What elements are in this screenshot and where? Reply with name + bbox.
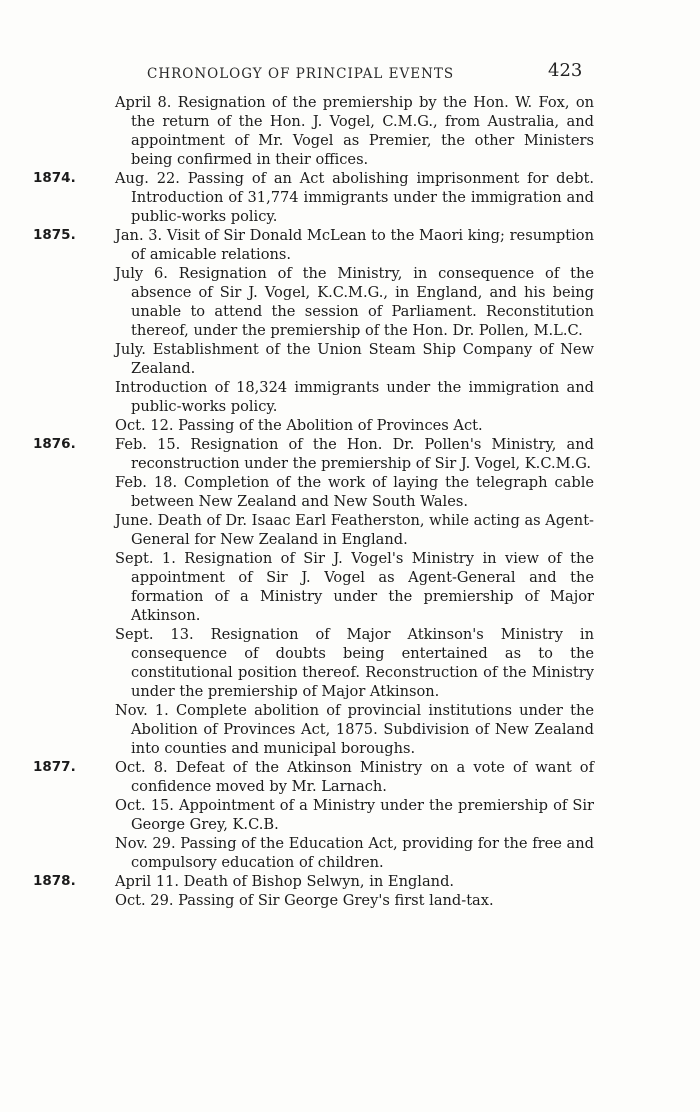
entry-text: July. Establishment of the Union Steam Ship Company of New Zealand. bbox=[115, 341, 594, 377]
entry-1876-june bbox=[115, 511, 594, 549]
entry-text: Sept. 13. Resignation of Major Atkinson's Ministry in consequence of doubts being entertained as to the constitutional position thereof. Reconstruction of the Ministry under the premiership of Major Atkinson. bbox=[115, 626, 594, 700]
entry-year: 1878. bbox=[33, 873, 76, 889]
entry-1875-immigrants bbox=[115, 378, 594, 416]
entry-text: Nov. 29. Passing of the Education Act, providing for the free and compulsory education of children. bbox=[115, 835, 594, 871]
entry-1878-oct-29 bbox=[115, 891, 594, 910]
entry-year: 1874. bbox=[33, 170, 76, 186]
entry-text: Aug. 22. Passing of an Act abolishing imprisonment for debt. Introduction of 31,774 immigrants under the immigration and public-works policy. bbox=[115, 170, 594, 225]
page-number: 423 bbox=[548, 60, 583, 81]
entry-text: Jan. 3. Visit of Sir Donald McLean to the Maori king; resumption of amicable relations. bbox=[115, 227, 594, 263]
entry-1875-oct-12 bbox=[115, 416, 594, 435]
entry-1875-july-6 bbox=[115, 264, 594, 340]
entry-1876-feb-15 bbox=[33, 435, 594, 473]
entry-1877-oct-8 bbox=[33, 758, 594, 796]
entry-year: 1876. bbox=[33, 436, 76, 452]
entry-text: Nov. 1. Complete abolition of provincial institutions under the Abolition of Provinces Act, 1875. Subdivision of New Zealand into counties and municipal boroughs. bbox=[115, 702, 594, 757]
entry-text: Oct. 29. Passing of Sir George Grey's first land-tax. bbox=[115, 892, 494, 909]
entry-1874-april-8 bbox=[115, 93, 594, 169]
entry-text: Oct. 12. Passing of the Abolition of Provinces Act. bbox=[115, 417, 483, 434]
entry-1876-nov-1 bbox=[115, 701, 594, 758]
entry-year: 1875. bbox=[33, 227, 76, 243]
entry-text: Oct. 15. Appointment of a Ministry under the premiership of Sir George Grey, K.C.B. bbox=[115, 797, 594, 833]
chronology-entries bbox=[0, 93, 700, 910]
entry-1877-nov-29 bbox=[115, 834, 594, 872]
entry-1878-april-11 bbox=[33, 872, 594, 891]
entry-1876-feb-18 bbox=[115, 473, 594, 511]
entry-text: April 11. Death of Bishop Selwyn, in England. bbox=[115, 873, 455, 890]
entry-text: July 6. Resignation of the Ministry, in consequence of the absence of Sir J. Vogel, K.C.M.G., in England, and his being unable to attend the session of Parliament. Reconstitution thereof, under the premiership of the Hon. Dr. Pollen, M.L.C. bbox=[115, 265, 594, 339]
entry-1877-oct-15 bbox=[115, 796, 594, 834]
entry-1875-july bbox=[115, 340, 594, 378]
entry-year: 1877. bbox=[33, 759, 76, 775]
entry-text: Feb. 18. Completion of the work of laying the telegraph cable between New Zealand and New South Wales. bbox=[115, 474, 594, 510]
entry-text: June. Death of Dr. Isaac Earl Featherston, while acting as Agent-General for New Zealand in England. bbox=[115, 512, 594, 548]
entry-text: Feb. 15. Resignation of the Hon. Dr. Pollen's Ministry, and reconstruction under the premiership of Sir J. Vogel, K.C.M.G. bbox=[115, 436, 594, 472]
entry-text: Oct. 8. Defeat of the Atkinson Ministry on a vote of want of confidence moved by Mr. Larnach. bbox=[115, 759, 594, 795]
entry-1876-sept-13 bbox=[115, 625, 594, 701]
entry-text: Sept. 1. Resignation of Sir J. Vogel's Ministry in view of the appointment of Sir J. Vogel as Agent-General and the formation of a Ministry under the premiership of Major Atkinson. bbox=[115, 550, 594, 624]
running-title: CHRONOLOGY OF PRINCIPAL EVENTS bbox=[147, 66, 455, 82]
entry-1876-sept-1 bbox=[115, 549, 594, 625]
entry-1874-aug-22 bbox=[33, 169, 594, 226]
entry-1875-jan-3 bbox=[33, 226, 594, 264]
page-header bbox=[0, 60, 700, 88]
entry-text: April 8. Resignation of the premiership by the Hon. W. Fox, on the return of the Hon. J. Vogel, C.M.G., from Australia, and appointment of Mr. Vogel as Premier, the other Ministers being confirmed in their offices. bbox=[115, 94, 594, 168]
entry-text: Introduction of 18,324 immigrants under the immigration and public-works policy. bbox=[115, 379, 594, 415]
